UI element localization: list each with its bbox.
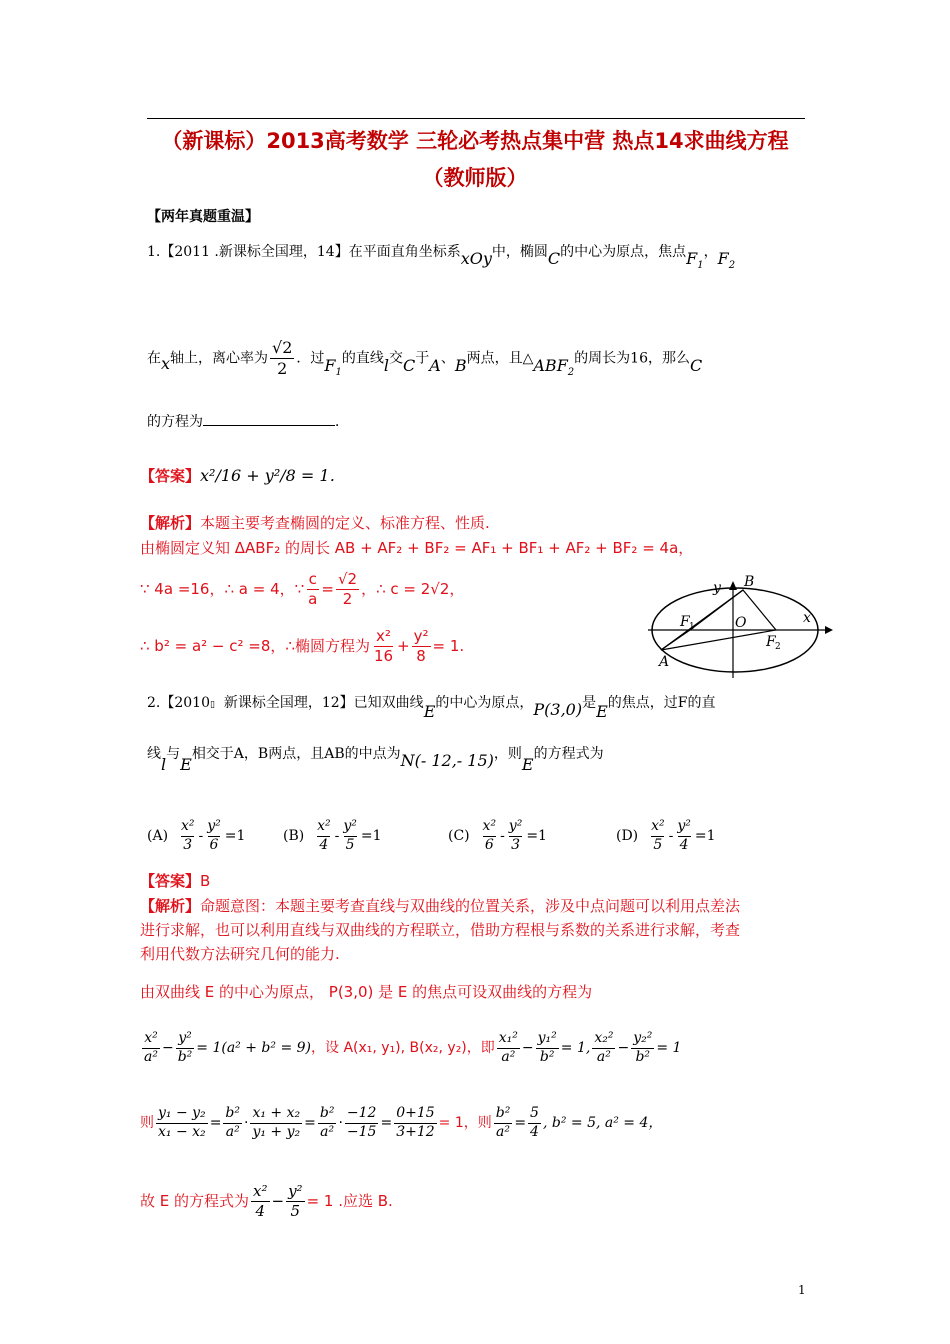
q2-P: P(3,0) — [533, 700, 583, 719]
q2-oc-c: y² — [508, 818, 523, 834]
q2-r9d: 4 — [530, 1123, 539, 1140]
document-title-sub: （教师版） — [422, 166, 528, 190]
q2-r5d: −15 — [346, 1123, 377, 1140]
q2-r1d: x₁ − x₂ — [158, 1123, 206, 1140]
q2-r9n: 5 — [528, 1105, 541, 1124]
q2-eq-j: = 1 — [656, 1040, 682, 1056]
q2-oc-a: x² — [482, 818, 497, 834]
q1-analysis2: 由椭圆定义知 ΔABF₂ 的周长 AB + AF₂ + BF₂ = AF₁ + BF₁ + AF₂ + BF₂ = 4a， — [140, 539, 694, 557]
q2-prefix2: 新课标全国理，12】已知双曲线 — [223, 695, 424, 711]
q2-mid1: 的中心为原点， — [435, 695, 534, 711]
header-rule — [147, 118, 805, 119]
q2-ratio-line: 则 $\frac{\text{y₁ − y₂}}{\text{x₁ − x₂}}$ = $\frac{\text{b²}}{\text{a²}}$ · $\frac{\text{x₁ + x₂}}{\text{y₁ + y₂}}$ = $\frac{\text{b²}}{\text{a²}}$ · $\frac{-12}{-15}$ = $\frac{0+15}{3+12}$ = 1，则 $\frac{\text{b²}}{\text{a²}}$ = $\frac{5}{4}$ , b² = 5, a² = 4， — [140, 1105, 663, 1140]
q1-prefix: 1.【2011 .新课标全国理，14】在平面直角坐标系 — [147, 244, 461, 260]
q1-analysis1 — [140, 512, 490, 533]
q2-concl-y: y² — [288, 1182, 303, 1200]
q2-r8n: b² — [494, 1105, 513, 1124]
q2-analysis4: 由双曲线 E 的中心为原点， P(3,0) 是 E 的焦点可设双曲线的方程为 — [140, 983, 593, 1001]
q2-eq-c: = 1(a² + b² = 9) — [196, 1040, 311, 1056]
q2-od-a: x² — [651, 818, 665, 834]
q2-ob-d: 5 — [345, 836, 355, 853]
q2-r4d: a² — [320, 1123, 335, 1140]
q2-oa-a: x² — [180, 818, 195, 834]
q2-r7: = 1，则 — [438, 1115, 492, 1131]
q1-comma: ， — [703, 244, 718, 260]
fig-label-f1: F — [680, 614, 690, 630]
q2-oa-eq: =1 — [224, 828, 246, 844]
q2-l2c: 相交于A，B两点，且AB的中点为 — [191, 746, 401, 762]
q1-l2c: ．过 — [296, 350, 325, 367]
q2-option-a-label: (A) — [147, 828, 169, 844]
q2-answer-label: 【答案】 — [140, 872, 201, 890]
q1-line2 — [147, 338, 702, 379]
q1-ecc-num: √2 — [272, 338, 293, 357]
q1-l2g: 两点，且△ — [466, 350, 534, 367]
q1-F1b: F — [324, 355, 336, 375]
q1-C: C — [547, 249, 561, 268]
q2-analysis1 — [140, 895, 740, 916]
q1-l3: 的方程为 — [147, 414, 203, 430]
q2-N: N(- 12,- 15) — [400, 751, 494, 770]
q1-a3-2: 2 — [342, 589, 353, 608]
q2-line2 — [147, 743, 604, 774]
q1-C2: C — [403, 355, 416, 375]
q2-eq-h2: a² — [596, 1048, 611, 1065]
q1-answer — [140, 463, 346, 486]
q2-oa-b: 3 — [183, 836, 193, 853]
q1-a4-plus: + — [397, 636, 410, 655]
q2-eq-b2: b² — [177, 1048, 193, 1065]
q1-l2f: 于 — [415, 350, 430, 367]
q1-line1 — [147, 241, 736, 272]
fig-label-f2-sub: 2 — [775, 642, 781, 652]
q2-concl-x: x² — [253, 1182, 268, 1200]
section-heading: 【两年真题重温】 — [147, 209, 259, 225]
q2-oc-b: 6 — [484, 836, 494, 853]
q2-ob-a: x² — [317, 818, 331, 834]
q1-l2d: 的直线 — [341, 350, 384, 367]
q1-analysis4 — [140, 627, 464, 666]
q1-analysis1-text: 本题主要考查椭圆的定义、标准方程、性质. — [200, 514, 490, 532]
q1-F1-sub: 1 — [697, 260, 704, 272]
fig-label-a: A — [659, 654, 670, 670]
q1-analysis3 — [140, 570, 464, 609]
q2-analysis2: 进行求解，也可以利用直线与双曲线的方程联立，借助方程根与系数的关系进行求解，考查 — [140, 921, 741, 939]
q1-l2a: 在 — [147, 350, 161, 367]
x-axis-arrow — [825, 626, 833, 634]
q2-r5n: −12 — [345, 1105, 379, 1124]
q2-then: 则 — [140, 1115, 154, 1131]
fig-label-f1-sub: 1 — [689, 622, 695, 632]
q1-mid2: 的中心为原点，焦点 — [560, 244, 687, 260]
q2-l2e: 的方程式为 — [533, 746, 604, 762]
q2-eq-b1: y² — [176, 1030, 194, 1049]
q2-od-c: y² — [677, 818, 691, 834]
q1-a4-end: = 1. — [432, 636, 465, 655]
q2-answer — [140, 870, 210, 891]
q2-eq-i2: b² — [635, 1048, 651, 1065]
q2-r3d: y₁ + y₂ — [252, 1123, 301, 1140]
fig-label-o: O — [735, 615, 747, 631]
q2-od-b: 5 — [653, 836, 663, 853]
q1-F1b-sub: 1 — [335, 366, 342, 378]
q1-sep: 、 — [440, 350, 455, 367]
q1-ABF2: ABF — [533, 355, 568, 375]
q1-answer-blank — [203, 425, 335, 426]
q2-eq-f1: y₁² — [536, 1030, 559, 1049]
q2-eq-e1: x₁² — [497, 1030, 520, 1049]
q2-oc-eq: =1 — [526, 828, 547, 844]
y-axis-arrow — [729, 581, 737, 590]
q2-r6n: 0+15 — [394, 1105, 436, 1124]
q1-l3-end: ． — [335, 414, 349, 430]
q2-E3: E — [180, 755, 192, 774]
q2-l2b: 与 — [166, 746, 181, 762]
q1-line3 — [147, 411, 349, 431]
q2-ob-eq: =1 — [360, 828, 382, 844]
q1-answer-value: x²/16 + y²/8 = 1． — [200, 466, 346, 485]
q2-option-b[interactable] — [283, 818, 382, 854]
q2-eq-i1: y₂² — [631, 1030, 654, 1049]
q2-E2: E — [596, 702, 608, 721]
q2-mid2: 是 — [582, 695, 597, 711]
q1-mid1: 中，椭圆 — [491, 244, 548, 260]
q2-equation-line: $\frac{\text{x²}}{\text{a²}}$ − $\frac{\text{y²}}{\text{b²}}$ = 1(a² + b² = 9)，设 A(x₁, y₁), B(x₂, y₂)，即 $\frac{\text{x₁²}}{\text{a²}}$ − $\frac{\text{y₁²}}{\text{b²}}$ = 1, $\frac{\text{x₂²}}{\text{a²}}$ − $\frac{\text{y₂²}}{\text{b²}}$ = 1 — [144, 1030, 682, 1065]
q2-r6d: 3+12 — [396, 1123, 435, 1140]
q2-ob-b: 4 — [319, 836, 329, 853]
q2-oa-c: y² — [207, 818, 221, 834]
q1-l2e: 交 — [389, 350, 404, 367]
q2-answer-value: B — [200, 872, 211, 890]
q2-r8d: a² — [496, 1123, 510, 1140]
q2-eq-a1: x² — [142, 1030, 160, 1049]
fig-label-y: y — [713, 580, 721, 596]
q1-a4-8: 8 — [416, 646, 426, 665]
q1-a3b: ，∴ c = 2√2， — [361, 579, 465, 598]
q2-line1: 2.【2010▯ 新课标全国理，12】已知双曲线E的中心为原点，P(3,0)是E的焦点，过F的直 — [147, 695, 716, 721]
q1-B: B — [454, 355, 467, 375]
q2-analysis-label: 【解析】 — [140, 897, 201, 915]
q2-option-c[interactable] — [448, 818, 547, 854]
fig-label-x: x — [803, 610, 811, 626]
q2-l2a: 线 — [147, 746, 161, 762]
q2-eq-a2: a² — [144, 1048, 158, 1065]
q2-l2d: ，则 — [493, 746, 522, 762]
q1-a4-y: y² — [413, 627, 429, 645]
q2-od-minus: - — [668, 828, 674, 844]
q2-eq-f2: b² — [539, 1048, 555, 1065]
q2-mid3: 的焦点，过F的直 — [607, 695, 716, 711]
q2-od-eq: =1 — [694, 828, 716, 844]
q2-eq-g: = 1, — [560, 1040, 591, 1056]
q2-concl-b: = 1 .应选 B. — [306, 1191, 393, 1210]
q2-oa-minus: - — [198, 828, 204, 844]
q1-F1: F — [686, 249, 698, 268]
q2-r1n: y₁ − y₂ — [156, 1105, 208, 1124]
q2-analysis1-text: 命题意图：本题主要考查直线与双曲线的位置关系，涉及中点问题可以利用点差法 — [200, 897, 741, 915]
fig-label-f2: F — [766, 634, 776, 650]
q2-oc-d: 3 — [511, 836, 521, 853]
q1-a3a: ∵ 4a =16，∴ a = 4，∵ — [140, 579, 305, 598]
q2-option-d[interactable] — [616, 818, 715, 854]
q2-r4n: b² — [318, 1105, 337, 1124]
q1-C3: C — [690, 355, 703, 375]
ellipse-figure — [640, 570, 835, 682]
q1-a4-16: 16 — [373, 646, 394, 665]
q2-conclusion: 故 E 的方程式为 $\frac{\text{x²}}{4}$ − $\frac{\text{y²}}{5}$ = 1 .应选 B. — [140, 1182, 393, 1220]
fig-label-b: B — [744, 574, 755, 590]
q2-ob-minus: - — [334, 828, 340, 844]
q2-prefix: 2.【2010 — [147, 695, 210, 711]
q2-r2n: b² — [223, 1105, 242, 1124]
q2-eq-d: ，设 A(x₁, y₁), B(x₂, y₂)，即 — [311, 1040, 495, 1056]
q2-E4: E — [521, 755, 534, 774]
q1-x: x — [161, 353, 171, 373]
q2-option-d-label: (D) — [616, 828, 639, 844]
page-number: 1 — [798, 1283, 806, 1297]
q2-option-c-label: (C) — [448, 828, 470, 844]
q1-analysis-label: 【解析】 — [140, 514, 201, 532]
q1-a4-x: x² — [376, 627, 391, 645]
q2-oa-d: 6 — [209, 836, 219, 853]
q2-concl-4: 4 — [255, 1201, 266, 1220]
document-title: （新课标）2013高考数学 三轮必考热点集中营 热点14求曲线方程 — [161, 129, 789, 153]
q1-a3-c: c — [308, 570, 317, 588]
q1-a3-a: a — [308, 589, 318, 608]
q2-r2d: a² — [225, 1123, 240, 1140]
q1-a3-eq: = — [321, 579, 334, 598]
q1-A: A — [429, 355, 441, 375]
q1-F2: F — [717, 249, 729, 268]
q2-option-a[interactable] — [147, 818, 245, 854]
q2-eq-e2: a² — [501, 1048, 516, 1065]
q1-l2b: 轴上，离心率为 — [170, 350, 269, 367]
q1-answer-label: 【答案】 — [140, 467, 201, 485]
q2-r10: , b² = 5, a² = 4， — [542, 1115, 663, 1131]
q2-l: l — [161, 755, 167, 774]
q2-concl-a: 故 E 的方程式为 — [140, 1191, 250, 1210]
q2-analysis3: 利用代数方法研究几何的能力. — [140, 945, 340, 963]
q2-od-d: 4 — [679, 836, 689, 853]
q1-F2-sub: 2 — [728, 260, 736, 272]
q1-xoy: xOy — [460, 249, 492, 268]
q2-E: E — [423, 702, 436, 721]
q1-a4a: ∴ b² = a² − c² =8，∴椭圆方程为 — [140, 636, 370, 655]
q2-oc-minus: - — [500, 828, 505, 844]
q2-r3n: x₁ + x₂ — [250, 1105, 302, 1124]
q1-ecc-den: 2 — [277, 359, 288, 378]
q2-ob-c: y² — [343, 818, 357, 834]
q2-concl-5: 5 — [290, 1201, 301, 1220]
q2-eq-h1: x₂² — [592, 1030, 615, 1049]
q1-ABF2-sub: 2 — [567, 366, 575, 378]
q1-l: l — [383, 355, 390, 375]
q1-l2h: 的周长为16，那么 — [574, 350, 690, 367]
q1-a3-r: √2 — [337, 570, 358, 588]
q2-option-b-label: (B) — [283, 828, 305, 844]
